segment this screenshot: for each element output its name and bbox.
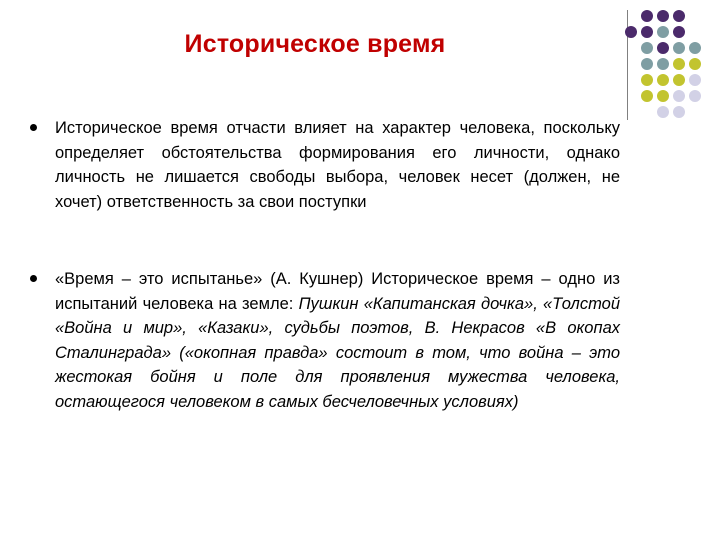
decorative-dot (657, 26, 669, 38)
decorative-dot (673, 26, 685, 38)
bullet-text (55, 267, 620, 414)
decorative-dot (641, 10, 653, 22)
decorative-dot (657, 74, 669, 86)
bullet-dot-icon (30, 275, 37, 282)
decorative-dot (673, 74, 685, 86)
decorative-dot (673, 90, 685, 102)
decorative-dot (657, 42, 669, 54)
bullet-text-regular: «Время – это испытанье» (А. Кушнер) Историческое время – одно из испытаний человека на земле: (55, 270, 620, 313)
decorative-dot (625, 26, 637, 38)
decorative-dot (657, 10, 669, 22)
decorative-dot (657, 58, 669, 70)
decorative-dot (673, 106, 685, 118)
decorative-dot (689, 74, 701, 86)
decorative-dot (641, 74, 653, 86)
decorative-dot (689, 90, 701, 102)
decorative-dot (673, 58, 685, 70)
decorative-dot (641, 42, 653, 54)
bullet-text: Историческое время отчасти влияет на характер человека, поскольку определяет обстоятельства формирования его личности, однако личность не лишается свободы выбора, человек несет (должен, не хочет) ответственность за свои поступки (55, 119, 620, 211)
decorative-dot (689, 58, 701, 70)
bullet-dot-icon (30, 124, 37, 131)
slide-title: Историческое время (184, 30, 446, 58)
decorative-dot (673, 42, 685, 54)
decorative-dot (689, 42, 701, 54)
decorative-dot (641, 26, 653, 38)
decorative-dot (641, 58, 653, 70)
decorative-dot (657, 90, 669, 102)
bullet-text-italic: Пушкин «Капитанская дочка», «Толстой «Война и мир», «Казаки», судьбы поэтов, В. Некрасов «В окопах Сталинграда» («окопная правда» состоит в том, что война – это жестокая бойня и поле для проявления мужества человека, остающегося человеком в самых бесчеловечных условиях) (55, 294, 620, 411)
decorative-dot (641, 90, 653, 102)
decorative-dot (673, 10, 685, 22)
decorative-dot (657, 106, 669, 118)
